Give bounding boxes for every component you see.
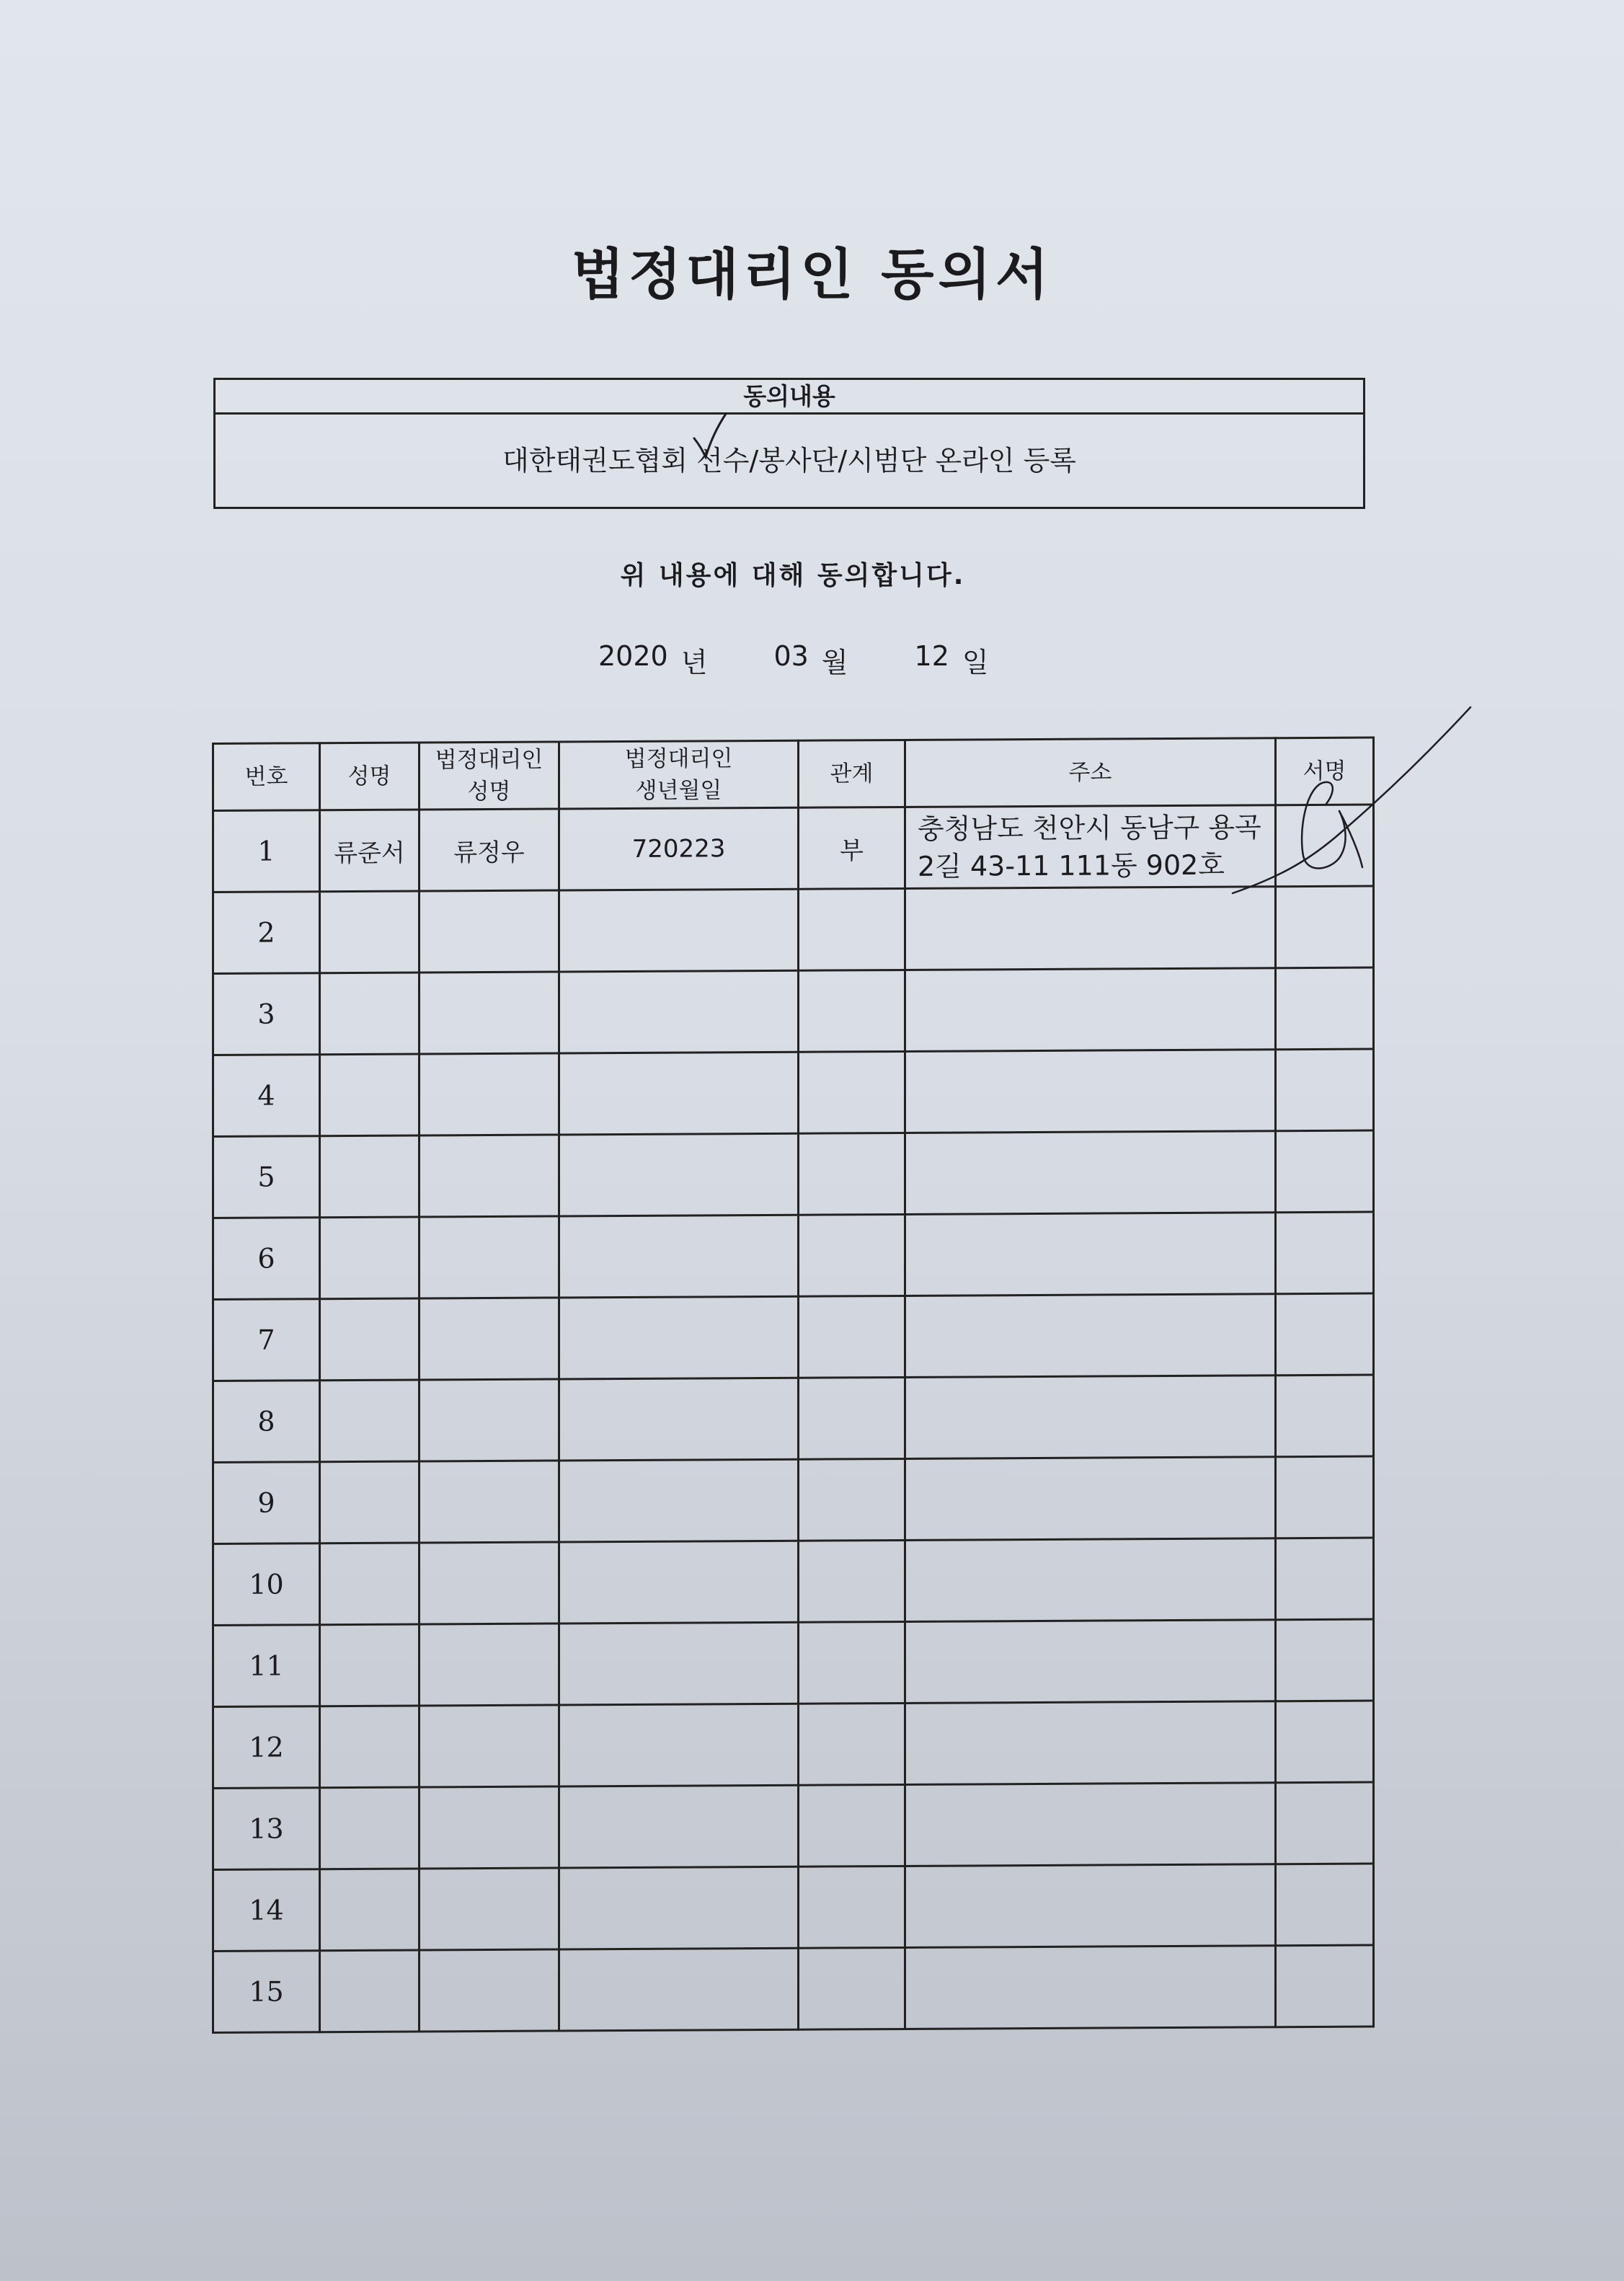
- cell-signature: [1276, 1701, 1374, 1783]
- header-name: 성명: [320, 743, 420, 810]
- header-relation: 관계: [799, 740, 905, 807]
- cell-number: 9: [213, 1462, 320, 1544]
- header-address: 주소: [905, 738, 1276, 807]
- cell-name: 류준서: [320, 810, 420, 892]
- cell-guardian-name: [420, 1786, 559, 1869]
- cell-name: [320, 1054, 420, 1136]
- cell-address: 충청남도 천안시 동남구 용곡2길 43-11 111동 902호: [905, 805, 1276, 889]
- cell-address: [905, 1864, 1276, 1948]
- cell-number: 13: [213, 1788, 320, 1870]
- cell-address: [905, 1131, 1276, 1215]
- cell-guardian-name: [420, 1461, 559, 1543]
- cell-relation: [799, 1540, 905, 1622]
- cell-name: [320, 973, 420, 1055]
- cell-address: [905, 1538, 1276, 1622]
- cell-address: [905, 1294, 1276, 1378]
- table-row: [213, 1782, 1374, 1869]
- cell-guardian-birth: [559, 1378, 799, 1461]
- header-guardian-birth: 법정대리인 생년월일: [559, 740, 799, 809]
- cell-guardian-name: [420, 1379, 559, 1461]
- cell-number: 14: [213, 1869, 320, 1952]
- cell-guardian-birth: [559, 1296, 799, 1379]
- table-row: [213, 805, 1374, 892]
- cell-guardian-name: 류정우: [420, 809, 559, 891]
- cell-guardian-name: [420, 1705, 559, 1787]
- cell-guardian-birth: [559, 1459, 799, 1542]
- cell-name: [320, 1706, 420, 1788]
- cell-relation: [799, 1051, 905, 1133]
- cell-number: 12: [213, 1706, 320, 1789]
- cell-name: [320, 1787, 420, 1869]
- cell-guardian-name: [420, 1868, 559, 1950]
- cell-guardian-birth: [559, 1133, 799, 1216]
- cell-guardian-name: [420, 1216, 559, 1298]
- cell-guardian-name: [420, 972, 559, 1054]
- date-month: 03: [773, 640, 809, 672]
- cell-number: 6: [213, 1218, 320, 1300]
- cell-guardian-name: [420, 1542, 559, 1624]
- cell-signature: [1276, 1619, 1374, 1701]
- cell-signature: [1276, 1456, 1374, 1538]
- cell-number: 2: [213, 892, 320, 974]
- cell-guardian-birth: [559, 1541, 799, 1624]
- agreement-statement: 위 내용에 대해 동의합니다.: [620, 561, 966, 590]
- cell-number: 5: [213, 1136, 320, 1218]
- guardian-table: [212, 737, 1375, 2034]
- cell-name: [320, 1543, 420, 1625]
- header-number: 번호: [213, 743, 320, 811]
- cell-name: [320, 1950, 420, 2032]
- cell-guardian-birth: [559, 1785, 799, 1868]
- cell-signature: [1276, 967, 1374, 1050]
- cell-address: [905, 968, 1276, 1052]
- cell-signature: [1276, 1375, 1374, 1457]
- cell-guardian-name: [420, 1053, 559, 1135]
- document-title: 법정대리인 동의서: [571, 242, 1053, 306]
- cell-name: [320, 891, 420, 973]
- date-year: 2020: [598, 640, 668, 672]
- cell-address: [905, 1457, 1276, 1541]
- cell-address: [905, 1701, 1276, 1785]
- cell-signature: [1276, 886, 1374, 968]
- cell-name: [320, 1869, 420, 1951]
- table-row: [213, 886, 1374, 973]
- cell-guardian-name: [420, 890, 559, 973]
- cell-number: 7: [213, 1299, 320, 1381]
- cell-signature: [1276, 1130, 1374, 1213]
- cell-guardian-birth: [559, 1866, 799, 1949]
- cell-address: [905, 1376, 1276, 1459]
- cell-guardian-name: [420, 1298, 559, 1380]
- cell-address: [905, 1050, 1276, 1133]
- cell-relation: [799, 1703, 905, 1785]
- table-row: [213, 967, 1374, 1055]
- cell-number: 1: [213, 810, 320, 893]
- cell-guardian-birth: [559, 889, 799, 972]
- cell-signature: [1276, 1945, 1374, 2027]
- consent-text: 대한태권도협회 선수/봉사단/시범단 온라인 등록: [502, 445, 1076, 477]
- cell-address: [905, 887, 1276, 970]
- date-line: [598, 640, 1055, 680]
- date-year-unit: 년: [680, 647, 708, 678]
- cell-name: [320, 1624, 420, 1706]
- cell-name: [320, 1461, 420, 1543]
- date-day-unit: 일: [962, 647, 989, 678]
- consent-header: 동의내용: [216, 380, 1363, 415]
- cell-relation: [799, 1295, 905, 1378]
- cell-address: [905, 1620, 1276, 1704]
- cell-number: 8: [213, 1381, 320, 1463]
- cell-relation: [799, 1947, 905, 2029]
- cell-guardian-name: [420, 1624, 559, 1706]
- cell-name: [320, 1217, 420, 1299]
- cell-signature: [1276, 1212, 1374, 1294]
- table-row: [213, 1701, 1374, 1788]
- table-row: [213, 1619, 1374, 1706]
- cell-address: [905, 1213, 1276, 1296]
- date-day: 12: [914, 640, 949, 672]
- cell-relation: [799, 1377, 905, 1459]
- cell-guardian-name: [420, 1135, 559, 1217]
- cell-signature: [1276, 1864, 1374, 1946]
- cell-relation: 부: [799, 807, 905, 889]
- table-header-row: [213, 738, 1374, 810]
- cell-signature: [1276, 1782, 1374, 1864]
- cell-address: [905, 1783, 1276, 1866]
- cell-number: 4: [213, 1055, 320, 1137]
- table-row: [213, 1212, 1374, 1299]
- cell-signature: [1276, 805, 1374, 887]
- cell-guardian-birth: [559, 1704, 799, 1786]
- cell-signature: [1276, 1293, 1374, 1376]
- date-month-unit: 월: [821, 647, 848, 678]
- cell-relation: [799, 970, 905, 1052]
- cell-relation: [799, 1214, 905, 1296]
- cell-guardian-birth: 720223: [559, 807, 799, 890]
- header-signature: 서명: [1276, 738, 1374, 805]
- cell-signature: [1276, 1538, 1374, 1620]
- table-row: [213, 1538, 1374, 1625]
- cell-relation: [799, 1133, 905, 1215]
- cell-name: [320, 1380, 420, 1462]
- check-mark-icon: [688, 411, 739, 469]
- table-row: [213, 1130, 1374, 1218]
- cell-name: [320, 1135, 420, 1218]
- cell-guardian-birth: [559, 1622, 799, 1705]
- cell-guardian-birth: [559, 1052, 799, 1135]
- cell-relation: [799, 1866, 905, 1948]
- table-row: [213, 1456, 1374, 1543]
- table-row: [213, 1293, 1374, 1381]
- cell-number: 10: [213, 1543, 320, 1626]
- cell-guardian-birth: [559, 1948, 799, 2031]
- consent-box: [213, 378, 1365, 509]
- cell-relation: [799, 1784, 905, 1866]
- cell-relation: [799, 888, 905, 970]
- table-row: [213, 1864, 1374, 1951]
- cell-number: 15: [213, 1951, 320, 2033]
- table-row: [213, 1375, 1374, 1462]
- cell-name: [320, 1298, 420, 1381]
- header-guardian-name: 법정대리인 성명: [420, 742, 559, 810]
- table-row: [213, 1049, 1374, 1136]
- cell-address: [905, 1946, 1276, 2029]
- cell-guardian-birth: [559, 970, 799, 1053]
- cell-number: 3: [213, 973, 320, 1055]
- cell-relation: [799, 1621, 905, 1704]
- cell-signature: [1276, 1049, 1374, 1131]
- cell-guardian-birth: [559, 1215, 799, 1298]
- cell-number: 11: [213, 1625, 320, 1707]
- cell-relation: [799, 1458, 905, 1541]
- table-row: [213, 1945, 1374, 2032]
- cell-guardian-name: [420, 1949, 559, 2032]
